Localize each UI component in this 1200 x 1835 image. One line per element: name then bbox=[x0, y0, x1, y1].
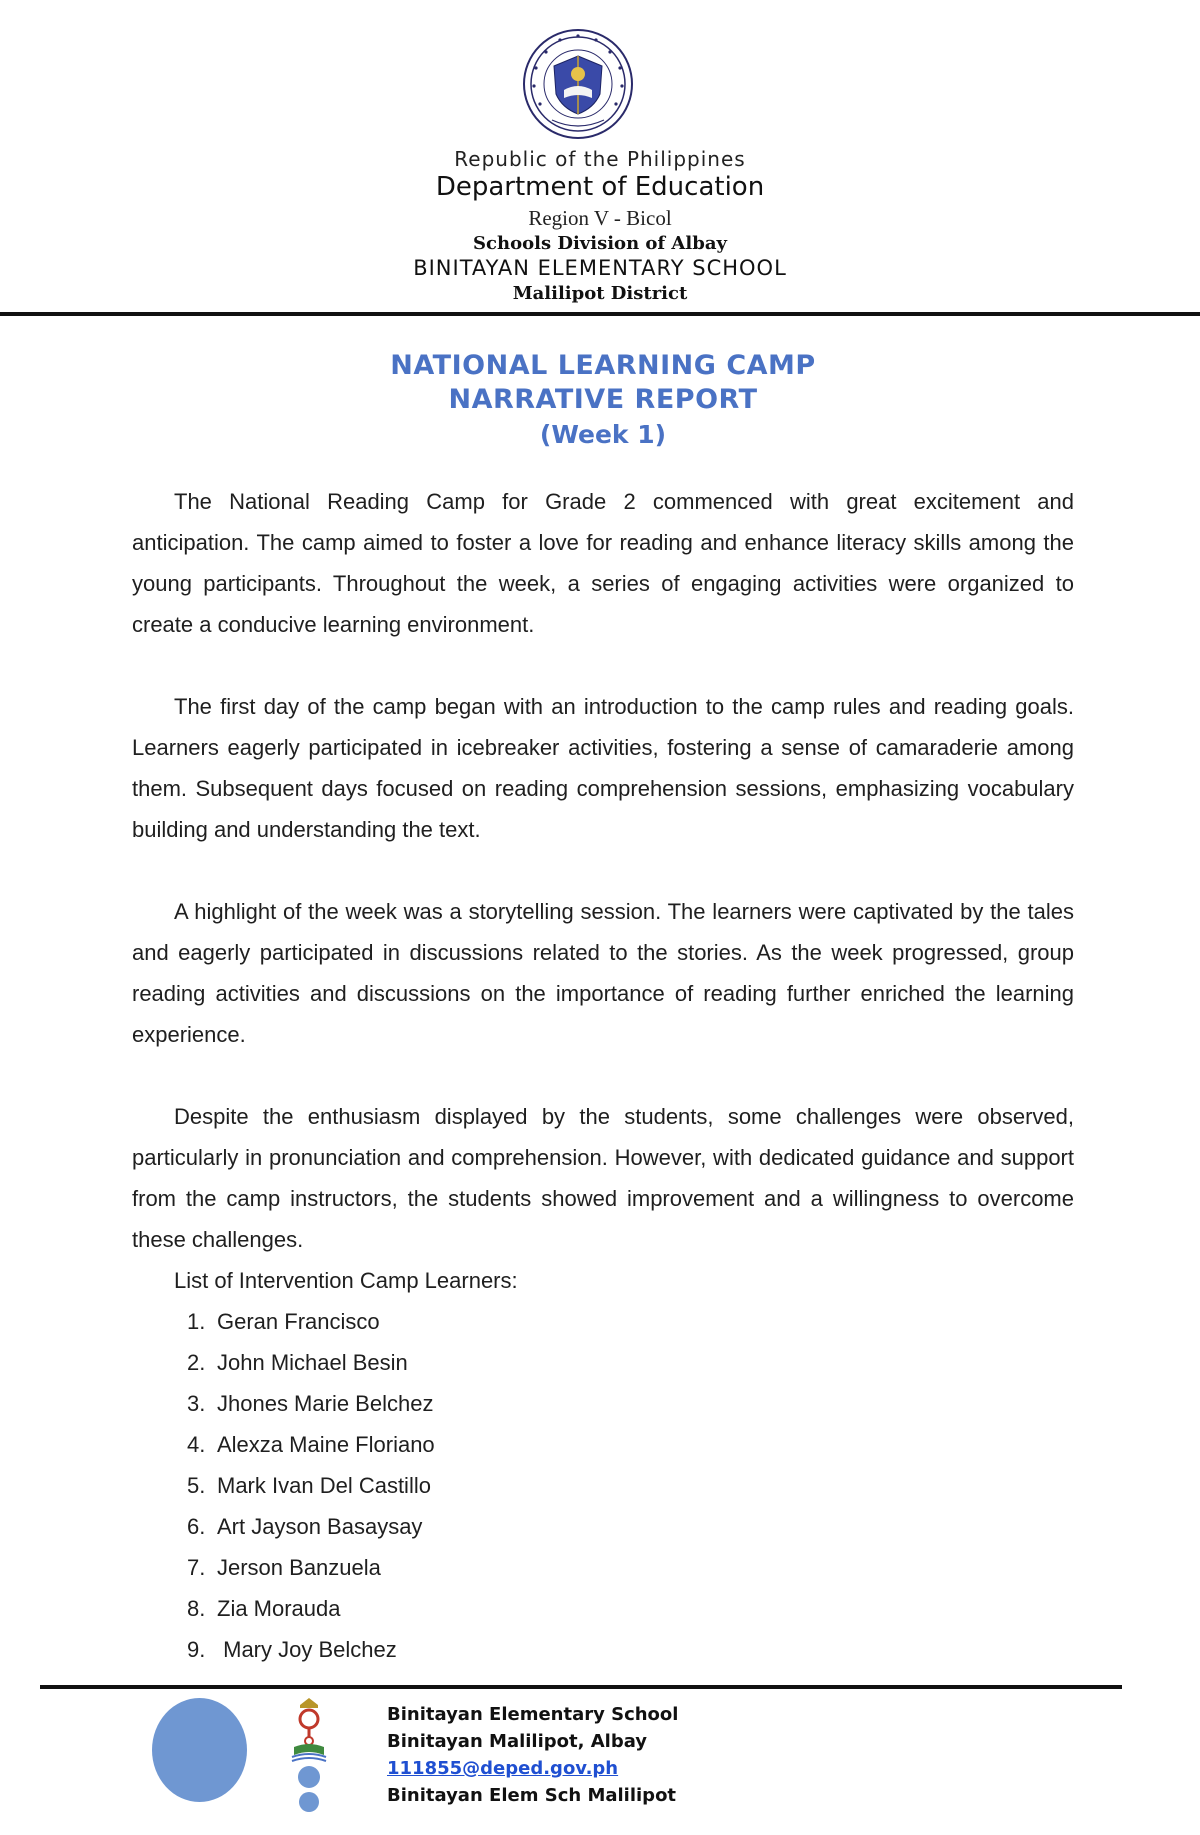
paragraph-4: Despite the enthusiasm displayed by the students, some challenges were observed, particularly in pronunciation and comprehension. However, with dedicated guidance and support from the camp instructors, the students showed improvement and a willingness to overcome these challenges. bbox=[132, 1104, 1074, 1252]
paragraph-3: A highlight of the week was a storytelling session. The learners were captivated by the tales and eagerly participated in discussions related to the stories. As the week progressed, group reading activities and discussions on the importance of reading further enriched the learning experience. bbox=[132, 899, 1074, 1047]
school-logo-icon bbox=[286, 1697, 332, 1813]
list-item bbox=[132, 1547, 1074, 1588]
list-number: 9. bbox=[187, 1637, 206, 1662]
learner-name: Zia Morauda bbox=[217, 1596, 341, 1621]
report-title: NATIONAL LEARNING CAMP bbox=[390, 350, 816, 381]
paragraph-2: The first day of the camp began with an introduction to the camp rules and reading goals. Learners eagerly participated in icebreaker activities, fostering a sense of camaraderie among them. Subsequent days focused on reading comprehension sessions, emphasizing vocabulary building and understanding the text. bbox=[132, 694, 1074, 842]
list-number: 6. bbox=[187, 1514, 206, 1539]
footer-email-link[interactable]: 111855@deped.gov.ph bbox=[387, 1758, 619, 1779]
learner-name: Jerson Banzuela bbox=[217, 1555, 381, 1580]
learner-name: Jhones Marie Belchez bbox=[217, 1391, 434, 1416]
footer-contact bbox=[387, 1701, 678, 1809]
list-item bbox=[132, 1588, 1074, 1629]
paragraph-1: The National Reading Camp for Grade 2 commenced with great excitement and anticipation. The camp aimed to foster a love for reading and enhance literacy skills among the young participants. Throughout the week, a series of engaging activities were organized to create a conducive learning environment. bbox=[132, 489, 1074, 637]
learner-name: Mark Ivan Del Castillo bbox=[217, 1473, 431, 1498]
list-number: 3. bbox=[187, 1391, 206, 1416]
list-number: 8. bbox=[187, 1596, 206, 1621]
learner-name: Geran Francisco bbox=[217, 1309, 380, 1334]
deped-seal-icon bbox=[522, 28, 634, 140]
list-number: 2. bbox=[187, 1350, 206, 1375]
list-item bbox=[132, 1629, 1074, 1670]
list-item bbox=[132, 1301, 1074, 1342]
footer-school-name: Binitayan Elementary School bbox=[387, 1704, 679, 1725]
list-item bbox=[132, 1383, 1074, 1424]
list-number: 4. bbox=[187, 1432, 206, 1457]
header-district: Malilipot District bbox=[512, 283, 688, 304]
learner-name: Mary Joy Belchez bbox=[217, 1637, 397, 1662]
learner-name: Alexza Maine Floriano bbox=[217, 1432, 435, 1457]
list-item bbox=[132, 1465, 1074, 1506]
header-republic: Republic of the Philippines bbox=[454, 147, 746, 171]
header-region: Region V - Bicol bbox=[528, 206, 672, 230]
learner-name: John Michael Besin bbox=[217, 1350, 408, 1375]
list-item bbox=[132, 1506, 1074, 1547]
footer-circle-decoration bbox=[152, 1698, 247, 1802]
list-item bbox=[132, 1424, 1074, 1465]
learners-heading: List of Intervention Camp Learners: bbox=[174, 1268, 518, 1293]
list-item bbox=[132, 1342, 1074, 1383]
report-subtitle: NARRATIVE REPORT bbox=[448, 384, 758, 415]
header-department: Department of Education bbox=[435, 172, 765, 202]
footer-address: Binitayan Malilipot, Albay bbox=[387, 1731, 648, 1752]
header-divider bbox=[0, 312, 1200, 316]
list-number: 5. bbox=[187, 1473, 206, 1498]
learners-list bbox=[132, 1301, 1074, 1670]
footer-divider bbox=[40, 1685, 1122, 1689]
header-division: Schools Division of Albay bbox=[473, 233, 727, 254]
list-number: 1. bbox=[187, 1309, 206, 1334]
learner-name: Art Jayson Basaysay bbox=[217, 1514, 423, 1539]
list-number: 7. bbox=[187, 1555, 206, 1580]
report-body bbox=[132, 481, 1074, 1670]
report-week: (Week 1) bbox=[539, 420, 667, 449]
header-school: BINITAYAN ELEMENTARY SCHOOL bbox=[413, 256, 787, 280]
footer-page-name: Binitayan Elem Sch Malilipot bbox=[387, 1785, 677, 1806]
